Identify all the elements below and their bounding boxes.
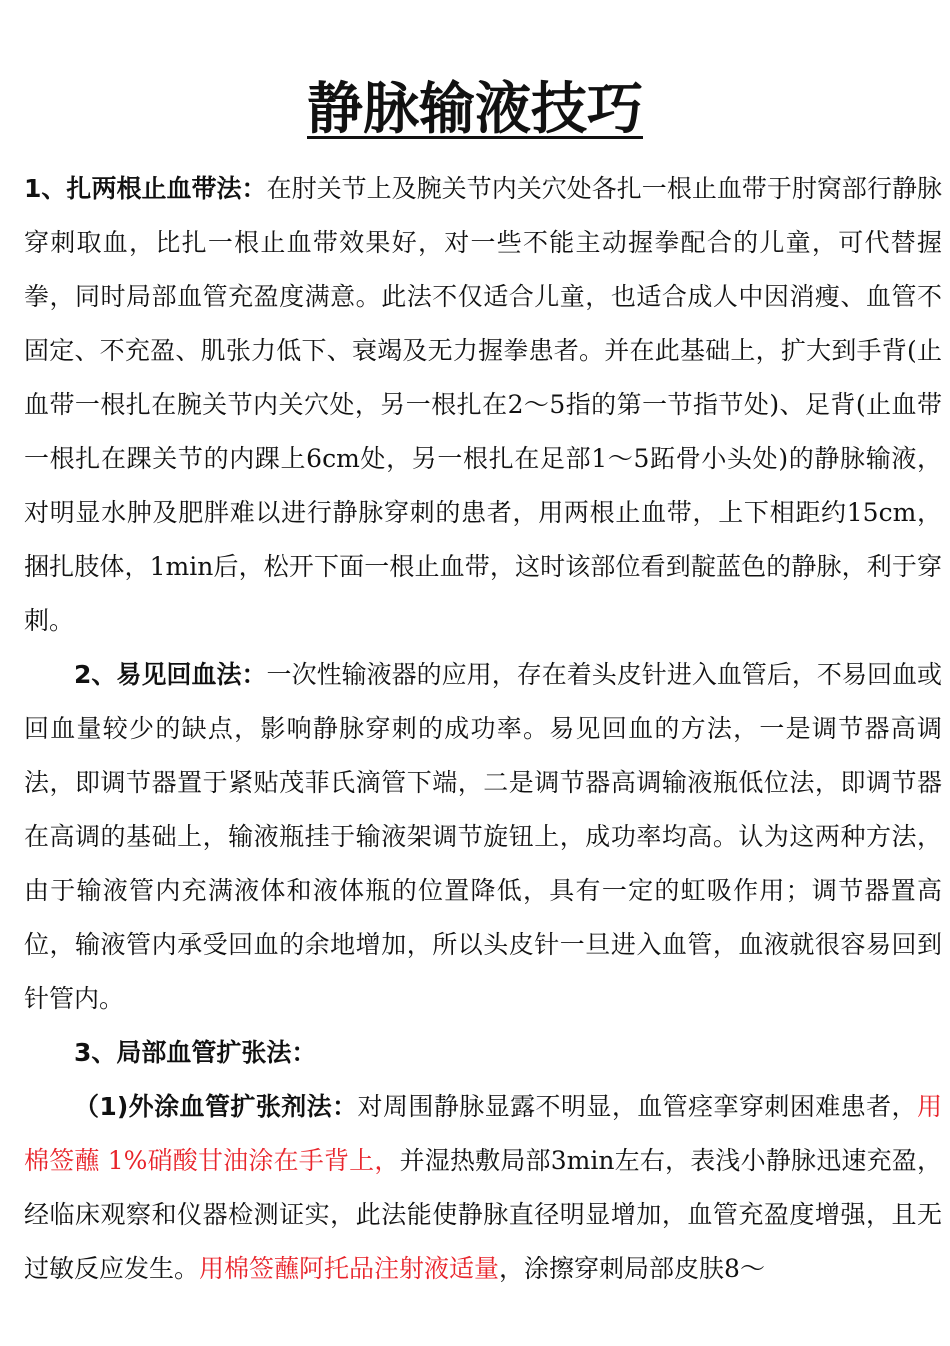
paragraph-4-highlight-a: 用棉签蘸 1%硝酸甘油涂在手背上，: [24, 1092, 942, 1175]
paragraph-4-text-b: 并湿热敷局部3min左右，表浅小静脉迅速充盈，经临床观察和仪器检测证实，此法能使静脉直径明显增加，血管充盈度增强，且无过敏反应发生。: [24, 1146, 943, 1283]
paragraph-3: [24, 1026, 942, 1080]
paragraph-4-highlight-b: 用棉签蘸阿托品注射液适量: [199, 1254, 500, 1283]
paragraph-1-text: 在肘关节上及腕关节内关穴处各扎一根止血带于肘窝部行静脉穿刺取血，比扎一根止血带效果好，对一些不能主动握拳配合的儿童，可代替握拳，同时局部血管充盈度满意。此法不仅适合儿童，也适合成人中因消瘦、血管不固定、不充盈、肌张力低下、衰竭及无力握拳患者。并在此基础上，扩大到手背(止血带一根扎在腕关节内关穴处，另一根扎在2～5指的第一节指节处)、足背(止血带一根扎在踝关节的内踝上6cm处，另一根扎在足部1～5跖骨小头处)的静脉输液，对明显水肿及肥胖难以进行静脉穿刺的患者，用两根止血带，上下相距约15cm，捆扎肢体，1min后，松开下面一根止血带，这时该部位看到靛蓝色的静脉，利于穿刺。: [24, 174, 942, 635]
paragraph-4-text-a: 对周围静脉显露不明显，血管痉挛穿刺困难患者，: [357, 1092, 917, 1121]
document-title: [0, 72, 950, 148]
paragraph-4-heading: （1)外涂血管扩张剂法：: [74, 1092, 358, 1121]
paragraph-2-text: 一次性输液器的应用，存在着头皮针进入血管后，不易回血或回血量较少的缺点，影响静脉穿刺的成功率。易见回血的方法，一是调节器高调法，即调节器置于紧贴茂菲氏滴管下端，二是调节器高调输液瓶低位法，即调节器在高调的基础上，输液瓶挂于输液架调节旋钮上，成功率均高。认为这两种方法，由于输液管内充满液体和液体瓶的位置降低，具有一定的虹吸作用；调节器置高位，输液管内承受回血的余地增加，所以头皮针一旦进入血管，血液就很容易回到针管内。: [24, 660, 942, 1013]
paragraph-2: [24, 648, 942, 1026]
paragraph-2-heading: 2、易见回血法：: [74, 660, 267, 689]
paragraph-4-text-c: ，涂擦穿刺局部皮肤8～: [499, 1254, 765, 1283]
paragraph-1: [24, 162, 942, 648]
paragraph-1-heading: 1、扎两根止血带法：: [24, 174, 267, 203]
paragraph-3-heading: 3、局部血管扩张法：: [74, 1038, 317, 1067]
document-body: [24, 162, 942, 1296]
document-title-text: 静脉输液技巧: [307, 77, 643, 142]
paragraph-4: [24, 1080, 942, 1296]
